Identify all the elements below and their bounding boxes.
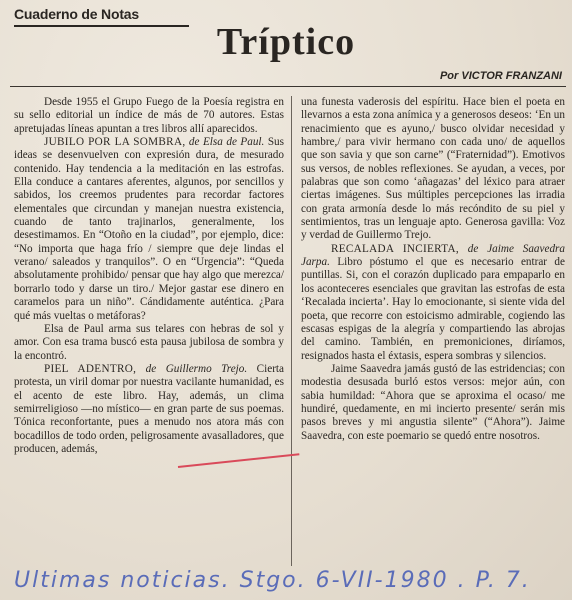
review-text: Libro póstumo el que es necesario entrar de puntillas. Si, con el corazón duplicado para empaparlo en los aconteceres esenciales que gravitan las estrofas de esta ‘Recalada incierta’. Hay lo emocionante, si siente vida del poeta, que recorre con estoicismo admirable, cogiendo las escasas espigas de la alegría y compartiendo las abrojas del camino. También, en premoniciones, diríamos, resignados hasta el éxtasis, espera sombras y silencios. <box>301 256 565 362</box>
review-heading: RECALADA INCIERTA, <box>331 242 459 255</box>
article-title: Tríptico <box>216 21 356 63</box>
column-divider <box>291 96 292 566</box>
handwritten-note: Ultimas noticias. Stgo. 6-VII-1980 . P. 7. <box>14 568 531 593</box>
review-text: Cierta protesta, un viril domar por nuestra vacilante humanidad, es el acento de este libro. Hay, además, un clima semirreligioso —no místico— en gran parte de sus poemas. Tónica reconfortante, pues a menudo nos atora más con bocadillos de todo orden, peligrosamente avasalladores, que producen, además, <box>14 362 284 455</box>
review-paragraph <box>301 243 565 363</box>
body-paragraph: Elsa de Paul arma sus telares con hebras de sol y amor. Con esa trama buscó esta pausa jubilosa de sombra y la encontró. <box>14 322 284 362</box>
review-heading: JUBILO POR LA SOMBRA, <box>44 136 186 149</box>
section-label: Cuaderno de Notas <box>14 6 139 22</box>
review-author: de Guillermo Trejo. <box>136 362 248 375</box>
body-paragraph: Desde 1955 el Grupo Fuego de la Poesía registra en su sello editorial un índice de más de 70 autores. Estas apretujadas líneas apuntan a tres libros allí aparecidos. <box>14 96 284 135</box>
review-author: de Elsa de Paul. <box>185 136 265 149</box>
review-text: Sus ideas se desenvuelven con expresión dura, de mesurado contenido. Hay tendencia a la meditación en las estrofas. Ella conduce a cantares aferentes, algunos, por sencillos y sabidos, los creemos prudentes para recordar factores elementales que circundan y manejan nuestra existencia, cuando de tanto trajinarlos, generalmente, los desestimamos. En “Otoño en la ciudad”, por ejemplo, dice: “No importa que haga frío / siempre que deje lindas el verano/ saleados y tranquilos”. O en “Urgencia”: “Queda absolutamente prohibido/ pensar que hay algo que merezca/ borrarlo todo y darse un tiro./ Mejor gastar ese dinero en caramelos para un niño”. Cándidamente auténtica. ¿Para qué más vueltas o metáforas? <box>14 136 284 322</box>
body-paragraph: Jaime Saavedra jamás gustó de las estridencias; con modestia desusada burló estos versos: mejor aún, con sabia humildad: “Ahora que se aproxima el ocaso/ me hundiré, quedamente, en mi incierto presente/ serán mis pasos breves y mi angustia silente” (“Ahora”). Jaime Saavedra, con este poemario se quedó entre nosotros. <box>301 362 565 442</box>
body-paragraph: una funesta vaderosis del espíritu. Hace bien el poeta en llevarnos a esta zona anímica y a generosos deseos: ‘En un renacimiento que es ayuno,/ busco olvidar necesidad y hambre,/ para vivir hermano con cada uno/ de aquellos que son savia y que son carne” (“Fraternidad”). Emotivos sus versos, de nobles reflexiones. Se ayudan, a veces, por palabras que son como ‘añagazas’ del léxico para atraer ciertas imágenes. Sus múltiples percepciones las irradia con grata armonía desde lo más recóndito de su piel y sentimientos, tras un lenguaje apto. Generosa gavilla: Voz y verdad de Guillermo Trejo. <box>301 96 565 242</box>
left-column <box>14 96 284 566</box>
review-paragraph <box>14 363 284 456</box>
review-heading: PIEL ADENTRO, <box>44 362 137 375</box>
right-column <box>301 96 565 562</box>
header-rule <box>10 86 566 87</box>
review-paragraph <box>14 136 284 323</box>
review-author: de Jaime Saavedra Jarpa. <box>301 242 565 269</box>
byline: Por VICTOR FRANZANI <box>439 70 562 82</box>
